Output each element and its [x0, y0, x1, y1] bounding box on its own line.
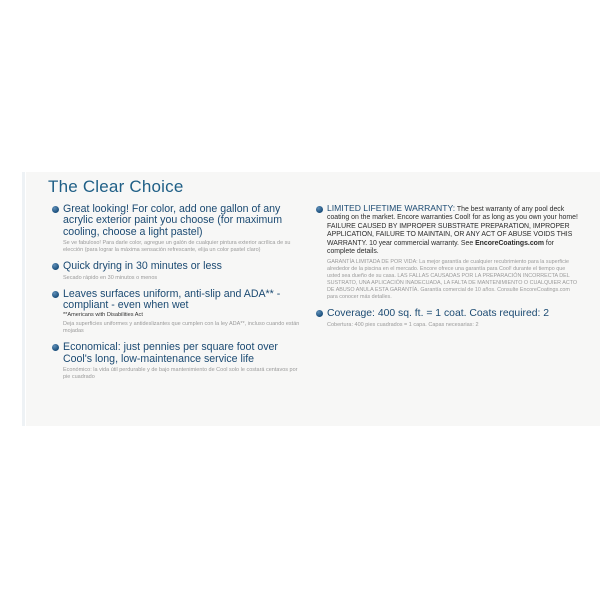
footnote: **Americans with Disabilities Act — [63, 312, 143, 319]
right-column — [316, 204, 578, 336]
warranty-body: The best warranty of any pool deck coating on the market. Encore warranties Cool! for as long as you own your home! FAILURE CAUSED BY IMPROPER SUBSTRATE PREPARATION, IMPROPER APPLICATION, FAILURE TO MAINTAIN, OR ANY ACT OF ABUSE VOIDS THIS WARRANTY. 10 year commercial warranty. See — [327, 206, 578, 247]
bullet-icon — [52, 291, 59, 298]
list-item — [52, 342, 302, 381]
warranty-website: EncoreCoatings.com — [475, 239, 544, 247]
warranty-body-end: for complete details. — [327, 239, 554, 256]
coverage-item — [316, 308, 578, 329]
bullet-icon — [52, 206, 59, 213]
item-text: Leaves surfaces uniform, anti-slip and ADA** -compliant - even when wet — [63, 287, 281, 312]
bullet-icon — [316, 310, 323, 317]
warranty-heading: LIMITED LIFETIME WARRANTY: — [327, 203, 456, 213]
left-column — [52, 204, 302, 388]
warranty-translation: GARANTÍA LIMITADA DE POR VIDA: La mejor garantía de cualquier recubrimiento para la superficie alrededor de la piscina en el mercado. Encore ofrece una garantía para Cool! durante el tiempo que usted sea dueño de su casa. LAS FALLAS CAUSADAS POR LA PREPARACIÓN INCORRECTA DEL SUSTRATO, UNA APLICACIÓN INADECUADA, LA FALTA DE MANTENIMIENTO O CUALQUIER ACTO DE ABUSO ANULA ESTA GARANTÍA. Garantía comercial de 10 años. Consulte EncoreCoatings.com para conocer más detalles. — [327, 259, 578, 301]
item-translation: Se ve fabuloso! Para darle color, agregue un galón de cualquier pintura exterior acrílica de su elección (para lograr la máxima sensación refrescante, elija un color pastel claro) — [63, 240, 291, 254]
warranty-text — [327, 204, 578, 256]
item-text: Quick drying in 30 minutes or less — [63, 260, 222, 273]
item-text: Great looking! For color, add one gallon of any acrylic exterior paint you choose (for maximum cooling, choose a light pastel) — [63, 203, 283, 238]
item-text: Economical: just pennies per square foot over Cool's long, low-maintenance service life — [63, 341, 278, 365]
bullet-icon — [52, 263, 59, 270]
warranty-item — [316, 204, 578, 301]
bullet-icon — [52, 344, 59, 351]
item-translation: Económico: la vida útil perdurable y de bajo mantenimiento de Cool solo le costará centavos por pie cuadrado — [63, 367, 298, 381]
list-item — [52, 289, 302, 336]
coverage-translation: Cobertura: 400 pies cuadrados = 1 capa. Capas necesarias: 2 — [327, 322, 479, 329]
section-title: The Clear Choice — [48, 177, 184, 196]
list-item — [52, 261, 302, 281]
item-translation: Deja superficies uniformes y antideslizantes que cumplen con la ley ADA**, incluso cuando están mojadas — [63, 321, 300, 335]
list-item — [52, 204, 302, 254]
coverage-text: Coverage: 400 sq. ft. = 1 coat. Coats required: 2 — [327, 308, 550, 320]
item-translation: Secado rápido en 30 minutos o menos — [63, 274, 158, 281]
bullet-icon — [316, 206, 323, 213]
panel-edge-stripe — [22, 172, 25, 426]
